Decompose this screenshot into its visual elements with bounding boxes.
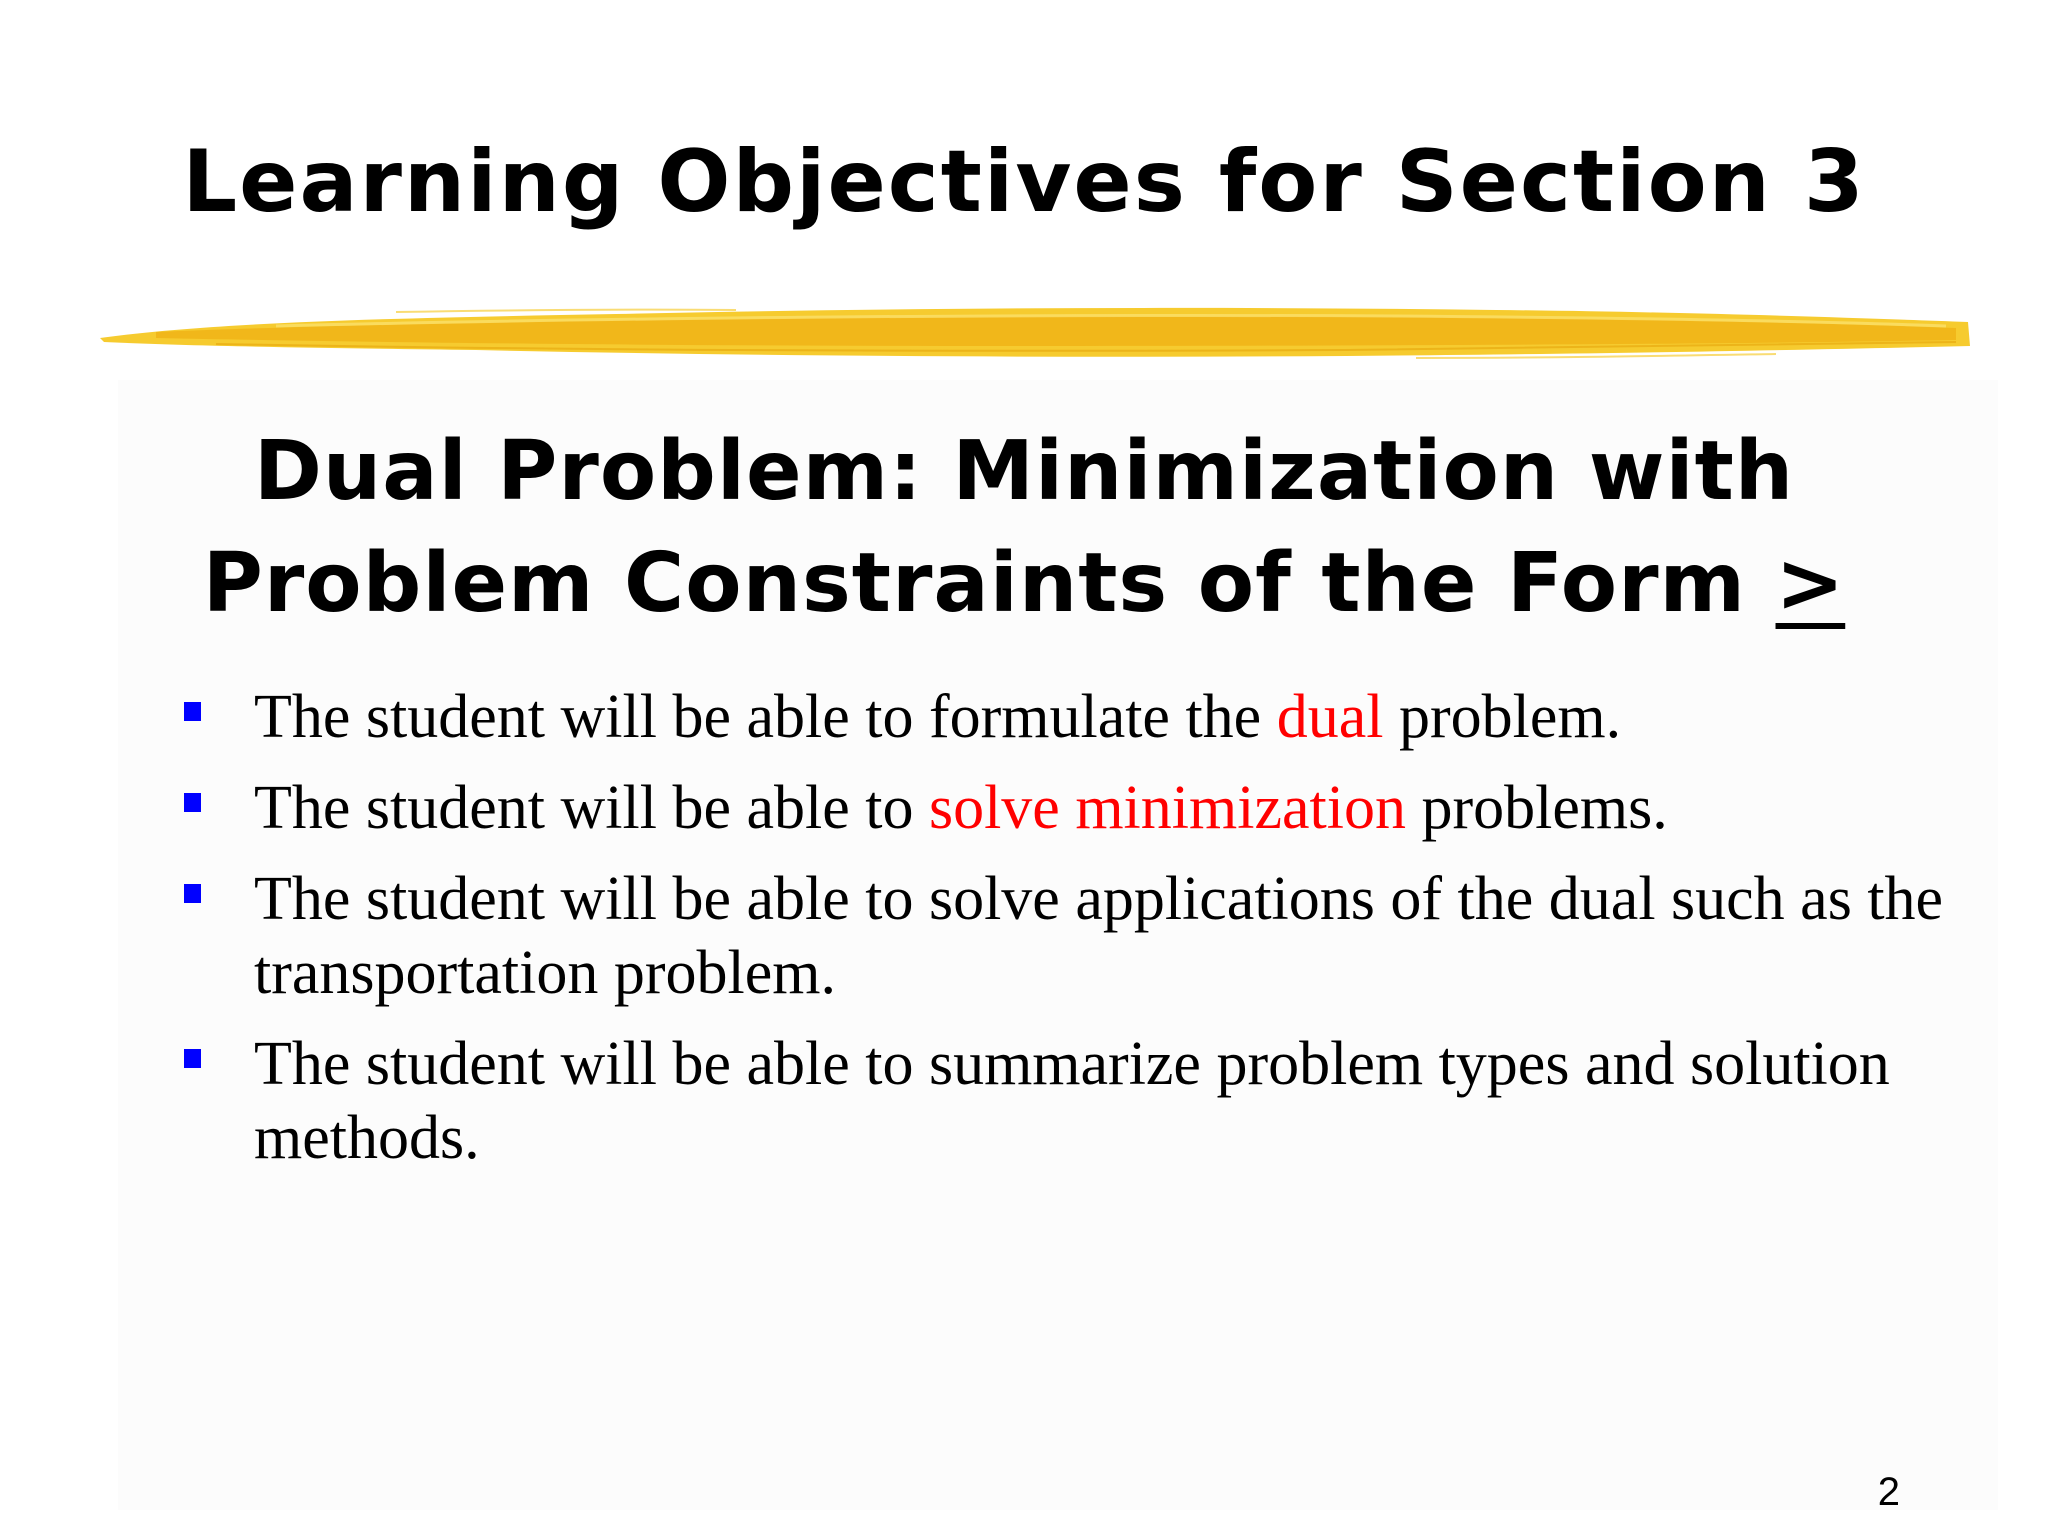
- square-bullet-icon: [184, 1049, 201, 1068]
- slide-title: Learning Objectives for Section 3: [182, 132, 1866, 232]
- objective-text: The student will be able to: [254, 774, 929, 842]
- square-bullet-icon: [184, 884, 201, 903]
- objective-item: [178, 771, 1958, 845]
- objective-text-end: problems.: [1405, 774, 1668, 842]
- greater-or-equal-symbol: >: [1775, 536, 1846, 631]
- subtitle-line-2-text: Problem Constraints of the Form: [202, 536, 1776, 631]
- square-bullet-icon: [184, 702, 201, 721]
- square-bullet-icon: [184, 793, 201, 812]
- objective-text: The student will be able to solve applications of the dual such as the transportation problem.: [254, 865, 1944, 1007]
- slide-subtitle: [0, 416, 2048, 640]
- subtitle-line-2: [0, 528, 2048, 640]
- objective-text-end: problem.: [1383, 683, 1622, 751]
- subtitle-line-1: Dual Problem: Minimization with: [253, 424, 1795, 519]
- yellow-brush-stroke-divider: [96, 292, 1972, 372]
- objective-item: [178, 1027, 1958, 1175]
- objective-highlight: solve minimization: [928, 774, 1406, 842]
- objectives-list: [178, 680, 1958, 1192]
- page-number: 2: [1877, 1470, 1900, 1514]
- objective-text: The student will be able to summarize problem types and solution methods.: [254, 1030, 1890, 1172]
- objective-text: The student will be able to formulate the: [254, 683, 1277, 751]
- objective-item: [178, 680, 1958, 754]
- objective-highlight: dual: [1276, 683, 1384, 751]
- objective-item: [178, 862, 1958, 1010]
